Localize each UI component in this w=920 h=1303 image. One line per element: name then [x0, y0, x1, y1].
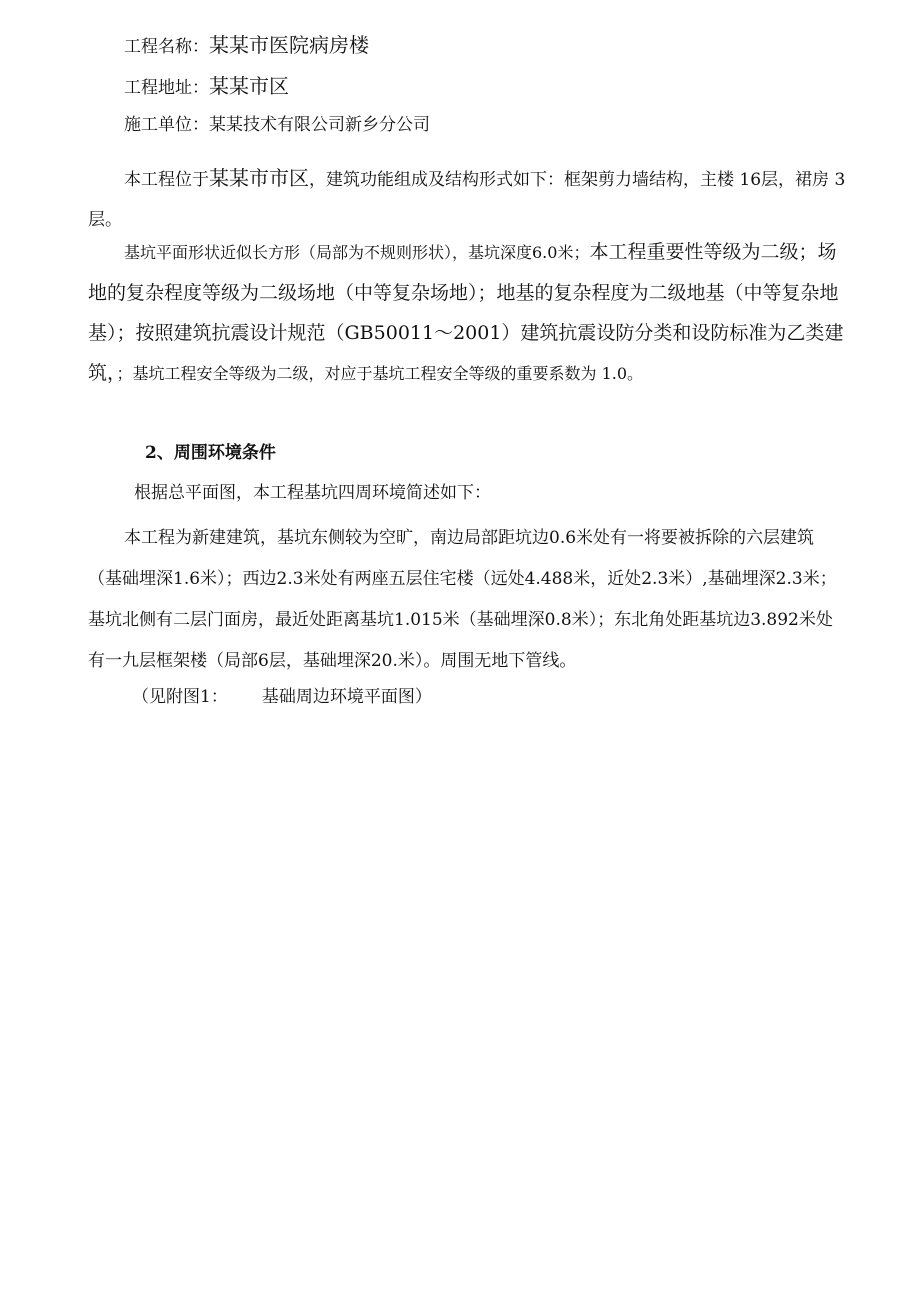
figure-reference-label: （见附图1：	[132, 687, 228, 707]
overview-p2-part-c: ；基坑工程安全等级为二级，对应于基坑工程安全等级的重要系数为 1.0。	[116, 364, 644, 383]
figure-reference-note	[132, 685, 892, 709]
section-2-heading: 2、周围环境条件	[145, 443, 276, 463]
project-address-line	[124, 74, 884, 100]
project-address-value: 某某市区	[209, 74, 289, 98]
contractor-value: 某某技术有限公司新乡分公司	[209, 115, 430, 135]
overview-p2-part-b: 本工程重要性等级为二级；场地的复杂程度等级为二级场地（中等复杂场地）；地基的复杂程度为二级地基（中等复杂地基）；按照建筑抗震设计规范（GB50011～2001）建筑抗震设防分类和设防标准为乙类建筑，	[88, 241, 844, 384]
overview-p1-part-a: 本工程位于	[124, 170, 209, 190]
overview-p1-part-c: ，建筑功能组成及结构形式如下：框架剪力墙结构，主楼 16层，裙房 3 层。	[88, 170, 846, 230]
project-name-label: 工程名称：	[124, 37, 209, 57]
contractor-label: 施工单位：	[124, 115, 209, 135]
contractor-line	[124, 113, 884, 137]
project-name-value: 某某市医院病房楼	[209, 33, 369, 57]
overview-p1-location: 某某市市区	[209, 166, 309, 190]
section-2-body: 本工程为新建建筑，基坑东侧较为空旷，南边局部距坑边0.6米处有一将要被拆除的六层建筑（基础埋深1.6米）；西边2.3米处有两座五层住宅楼（远处4.488米，近处2.3米）,基础埋深2.3米；基坑北侧有二层门面房，最近处距离基坑1.015米（基础埋深0.8米）；东北角处距基坑边3.892米处有一九层框架楼（局部6层，基础埋深20.米）。周围无地下管线。	[88, 528, 837, 671]
section-2-intro: 根据总平面图，本工程基坑四周环境简述如下：	[134, 483, 491, 503]
overview-p2-part-a: 基坑平面形状近似长方形（局部为不规则形状），基坑深度6.0米；	[124, 243, 590, 262]
project-address-label: 工程地址：	[124, 78, 209, 98]
project-name-line	[124, 33, 884, 59]
overview-paragraph-1	[88, 158, 848, 240]
overview-paragraph-2	[88, 232, 848, 394]
figure-reference-title: 基础周边环境平面图）	[261, 687, 432, 707]
